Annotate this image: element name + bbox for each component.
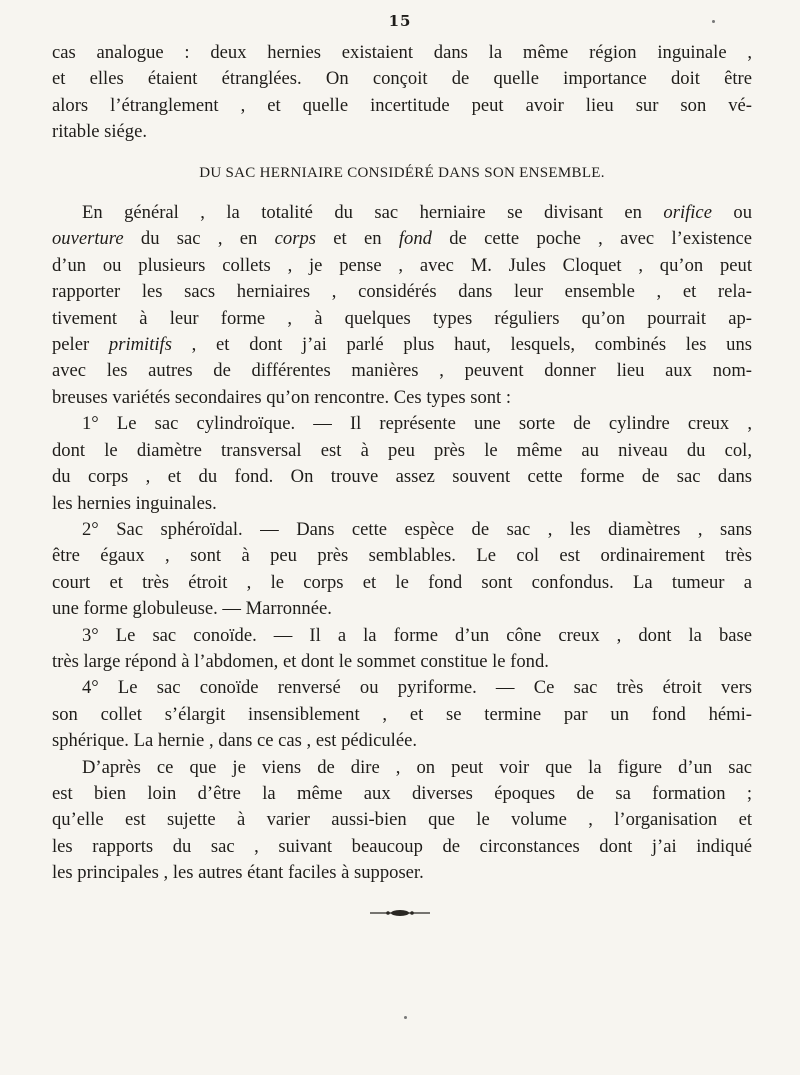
text-line: les rapports du sac , suivant beaucoup de circonstances dont j’ai indiqué [52,835,752,857]
text-line: rapporter les sacs herniaires , considérés dans leur ensemble , et rela- [52,281,752,303]
text-line: les hernies inguinales. [52,492,217,514]
text-line: ouverture du sac , en corps et en fond de cette poche , avec l’existence [52,228,752,250]
text-line: du corps , et du fond. On trouve assez souvent cette forme de sac dans [52,466,752,488]
text-line: et elles étaient étranglées. On conçoit de quelle importance doit être [52,68,752,90]
paragraph-general [52,200,752,411]
text-line: très large répond à l’abdomen, et dont le sommet constitue le fond. [52,650,549,672]
text-line: court et très étroit , le corps et le fond sont confondus. La tumeur a [52,571,752,593]
text-line: En général , la totalité du sac herniaire se divisant en orifice ou [82,202,753,224]
text-line: peler primitifs , et dont j’ai parlé plus haut, lesquels, combinés les uns [52,334,753,356]
text-line: 3° Le sac conoïde. — Il a la forme d’un cône creux , dont la base [82,624,752,646]
text-line: dont le diamètre transversal est à peu près le même au niveau du col, [52,439,752,461]
text-line: qu’elle est sujette à varier aussi-bien que le volume , l’organisation et [52,809,752,831]
text-line: son collet s’élargit insensiblement , et se termine par un fond hémi- [52,703,752,725]
page-number: 15 [388,12,412,30]
intro-paragraph [52,40,752,146]
text-line: est bien loin d’être la même aux diverses époques de sa formation ; [52,782,752,804]
paragraph-type-3 [52,623,752,676]
text-line: alors l’étranglement , et quelle incertitude peut avoir lieu sur son vé- [52,94,752,116]
text-line: être égaux , sont à peu près semblables. Le col est ordinairement très [52,545,752,567]
text-line: 2° Sac sphéroïdal. — Dans cette espèce de sac , les diamètres , sans [82,518,752,540]
section-heading: DU SAC HERNIAIRE CONSIDÉRÉ DANS SON ENSEMBLE. [199,164,605,181]
text-line: 4° Le sac conoïde renversé ou pyriforme. — Ce sac très étroit vers [82,677,752,699]
text-line: les principales , les autres étant faciles à supposer. [52,862,424,884]
paper-speck [712,20,715,23]
text-line: une forme globuleuse. — Marronnée. [52,598,332,620]
end-ornament-icon [368,909,432,917]
body-text [52,40,752,887]
text-line: 1° Le sac cylindroïque. — Il représente une sorte de cylindre creux , [82,413,752,435]
text-line: d’un ou plusieurs collets , je pense , avec M. Jules Cloquet , qu’on peut [52,254,752,276]
paragraph-type-1 [52,411,752,517]
text-line: breuses variétés secondaires qu’on rencontre. Ces types sont : [52,386,512,408]
text-line: avec les autres de différentes manières , peuvent donner lieu aux nom- [52,360,752,382]
paragraph-conclusion [52,755,752,887]
paragraph-type-4 [52,675,752,754]
paragraph-type-2 [52,517,752,623]
text-line: tivement à leur forme , à quelques types réguliers qu’on pourrait ap- [52,307,752,329]
paper-speck [404,1016,407,1019]
text-line: cas analogue : deux hernies existaient dans la même région inguinale , [52,42,752,63]
text-line: sphérique. La hernie , dans ce cas , est pédiculée. [52,730,418,752]
text-line: D’après ce que je viens de dire , on peut voir que la figure d’un sac [82,756,752,778]
text-line: ritable siége. [52,121,147,143]
